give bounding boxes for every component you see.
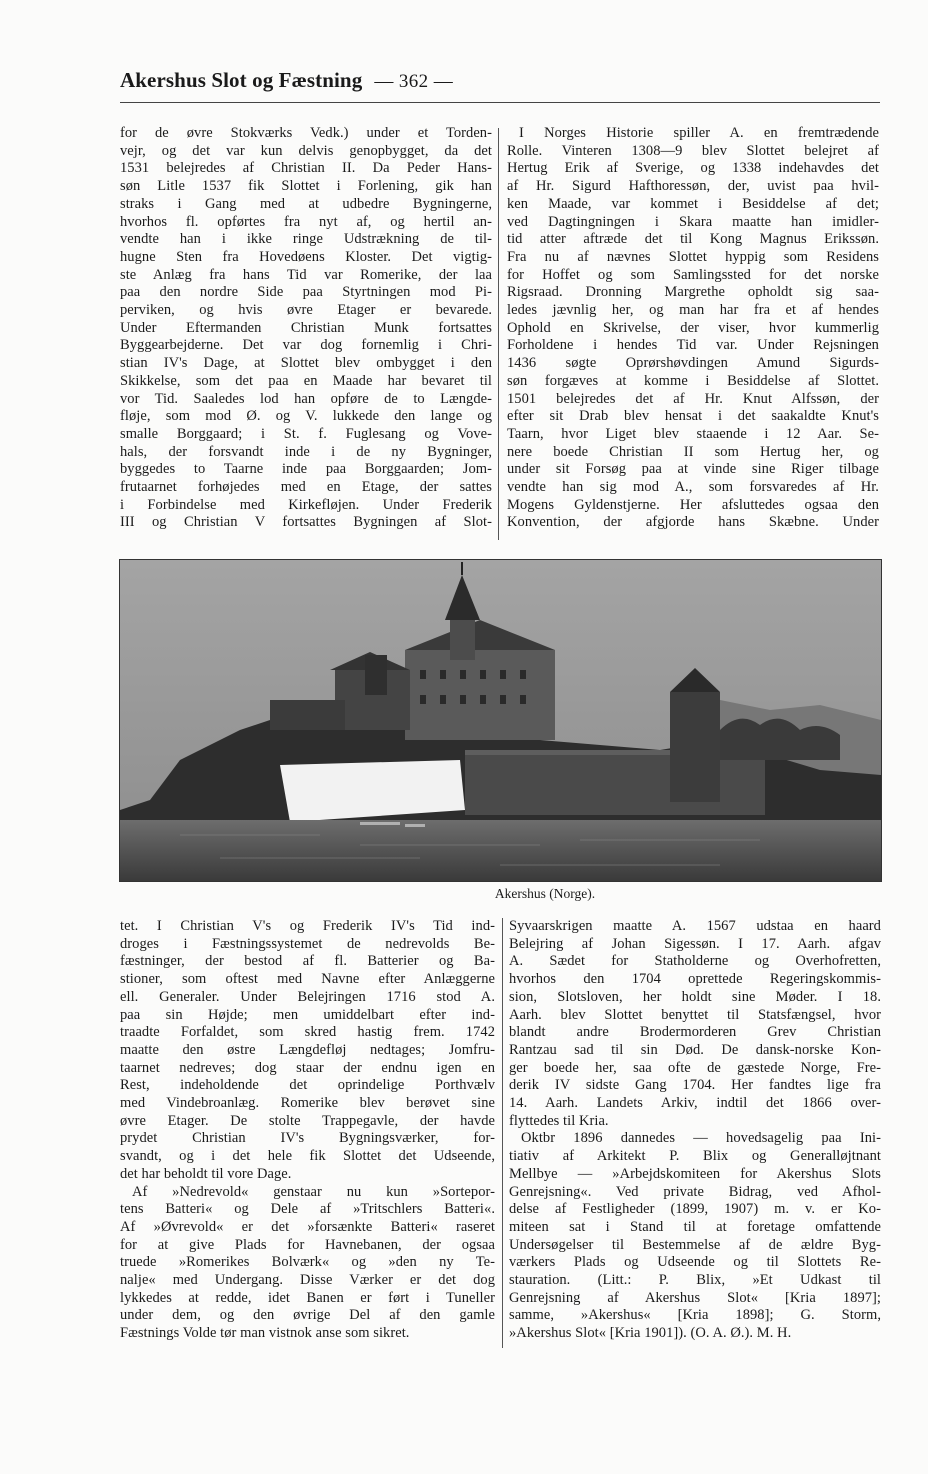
text-line: under dem, og den øvrige Del af den gamle [120, 1307, 495, 1324]
text-line: Rolle. Vinteren 1308—9 blev Slottet belejret af [507, 142, 879, 159]
text-line: 1501 belejredes det af Hr. Knut Alfssøn, der [507, 390, 879, 407]
text-line: med Vindebroanlæg. Romerike blev berøvet sine [120, 1095, 495, 1112]
column-bottom-right [509, 918, 881, 1343]
text-line: søn forgæves at komme i Besiddelse af Slottet. [507, 372, 879, 389]
text-line: Mellbye — »Arbejdskomiteen for Akershus Slots [509, 1165, 881, 1182]
text-line: fæstninger, der bestod af fl. Batterier og Ba- [120, 953, 495, 970]
text-line: tid atter aftræde det til Kong Magnus Erikssøn. [507, 231, 879, 248]
text-line: nalje« med Undergang. Disse Værker er det dog [120, 1272, 495, 1289]
text-line: søn Litle 1537 fik Slottet i Forlening, gik han [120, 178, 492, 195]
text-line: A. Sædet for Statholderne og Overhofretten, [509, 953, 881, 970]
text-line: Mogens Gyldenstjerne. Her afsluttedes ogsaa den [507, 496, 879, 513]
text-line: i Forbindelse med Kirkefløjen. Under Frederik [120, 496, 492, 513]
text-line: Aarh. blev Slottet benyttet til Statsfængsel, hvor [509, 1006, 881, 1023]
text-line: Forholdene i hendes Tid var. Under Rejsningen [507, 337, 879, 354]
text-line: Konvention, der afgjorde hans Skæbne. Under [507, 514, 879, 531]
text-line: tens Batteri« og Dele af »Tritschlers Batteri«. [120, 1201, 495, 1218]
image-caption: Akershus (Norge). [494, 886, 596, 901]
text-line: ved Dagtingningen i Skara maatte han imidler- [507, 213, 879, 230]
column-divider-bottom [502, 918, 503, 1348]
text-line: under sit Forsøg paa at vinde sine Riger tilbage [507, 461, 879, 478]
text-line: for at give Plads for Havnebanen, der ogsaa [120, 1236, 495, 1253]
column-top-right [507, 125, 879, 532]
text-line: samme, »Akershus« [Kria 1898]; G. Storm, [509, 1307, 881, 1324]
text-line: 1531 belejredes af Christian II. Da Peder Hans- [120, 160, 492, 177]
text-line: byggedes to Taarne inde paa Borggaarden; Jom- [120, 461, 492, 478]
text-line: vejr, og det var kun delvis genopbygget, da det [120, 142, 492, 159]
text-line: Rest, indeholdende det oprindelige Porthvælv [120, 1077, 495, 1094]
column-bottom-left [120, 918, 495, 1343]
page-number: — 362 — [374, 71, 454, 92]
text-line: ell. Generaler. Under Belejringen 1716 stod A. [120, 988, 495, 1005]
text-line: stian IV's Dage, at Slottet blev ombygget i den [120, 355, 492, 372]
text-line: I Norges Historie spiller A. en fremtrædende [519, 125, 879, 141]
text-line: droges i Fæstningssystemet de nedrevolds Be- [120, 935, 495, 952]
text-line: smalle Borggaard; i St. f. Fuglesang og Vove- [120, 425, 492, 442]
text-line: sion, Slotsloven, her holdt sine Møder. I 18. [509, 988, 881, 1005]
text-line: derik IV sidste Gang 1704. Her fandtes lige fra [509, 1077, 881, 1094]
text-line: lykkedes at redde, idet Banen er ført i Tuneller [120, 1289, 495, 1306]
akershus-photo [119, 559, 882, 882]
text-line: vendte han sig mod A., som forsvaredes af Hr. [507, 479, 879, 496]
text-line: Genrejsning«. Ved private Bidrag, ved Afhol- [509, 1183, 881, 1200]
text-line: Ophold en Skrivelse, der viser, hvor kummerlig [507, 319, 879, 336]
page-title: Akershus Slot og Fæstning [120, 68, 363, 92]
text-line: Taarn, hvor Liget blev staaende i 12 Aar. Se- [507, 425, 879, 442]
text-line: flyttedes til Kria. [509, 1112, 609, 1129]
text-line: prydet Christian IV's Bygningsværker, for- [120, 1130, 495, 1147]
text-line: delse af Festligheder (1899, 1907) m. v. er Ko- [509, 1201, 881, 1218]
text-line: ger boede her, saa ofte de gæstede Norge, Fre- [509, 1059, 881, 1076]
text-line: fløje, som mod Ø. og V. lukkede den lange og [120, 408, 492, 425]
text-line: ledes jævnlig her, og man har fra et af hendes [507, 302, 879, 319]
column-divider-top [498, 128, 499, 540]
text-line: Hertug Erik af Sverige, og 1338 indehavdes det [507, 160, 879, 177]
text-line: frutaarnet forhøjedes med en Etage, der sattes [120, 479, 492, 496]
running-header [120, 68, 880, 102]
text-line: ken Maade, var kommet i Besiddelse af det; [507, 195, 879, 212]
text-line: traadte Forfaldet, som skred hastig frem. 1742 [120, 1024, 495, 1041]
text-line: af Hr. Sigurd Hafthoressøn, der, uvist paa hvil- [507, 178, 879, 195]
text-line: hvorhos den 1704 oprettede Regeringskommis- [509, 971, 881, 988]
text-line: efter sit Drab blev hensat i det saakaldte Knut's [507, 408, 879, 425]
text-line: for Hoffet og som Samlingssted for det norske [507, 266, 879, 283]
text-line: Af »Nedrevold« genstaar nu kun »Sortepor- [132, 1183, 495, 1200]
text-line: III og Christian V fortsattes Bygningen af Slot- [120, 514, 492, 531]
text-line: vor Tid. Saaledes lod han opføre de to Længde- [120, 390, 492, 407]
text-line: nere boede Christian II som Hertug her, og [507, 443, 879, 460]
text-line: miteen sat i Stand til at foretage omfattende [509, 1218, 881, 1235]
text-line: øvre Etager. De stolte Trappegavle, der havde [120, 1112, 495, 1129]
text-line: værkers Plads og Udseende og til Slottets Re- [509, 1254, 881, 1271]
text-line: truede »Romerikes Bolværk« og »den ny Te- [120, 1254, 495, 1271]
text-line: Af »Øvrevold« er det »forsænkte Batteri« raseret [120, 1218, 495, 1235]
text-line: Fra nu af nævnes Slottet hyppig som Residens [507, 248, 879, 265]
text-line: Syvaarskrigen maatte A. 1567 udstaa en haard [509, 918, 881, 934]
text-line: tet. I Christian V's og Frederik IV's Tid ind- [120, 918, 495, 934]
text-line: blandt andre Brodermorderen Grev Christian [509, 1024, 881, 1041]
text-line: Under Eftermanden Christian Munk fortsattes [120, 319, 492, 336]
text-line: hugne Sten fra Hovedøens Kloster. Det vigtig- [120, 248, 492, 265]
text-line: Oktbr 1896 dannedes — hovedsagelig paa Ini- [521, 1130, 881, 1147]
text-line: Rantzau sad til sin Død. De dansk-norske Kon- [509, 1041, 881, 1058]
text-line: Undersøgelser til Bestemmelse af de ældre Byg- [509, 1236, 881, 1253]
text-line: tiativ af Arkitekt P. Blix og Generalløjtnant [509, 1148, 881, 1165]
text-line: det har beholdt til vore Dage. [120, 1165, 292, 1182]
text-line: Byggearbejderne. Det var dog fornemlig i Chri- [120, 337, 492, 354]
column-top-left [120, 125, 492, 532]
text-line: vendte han i ikke ringe Udstrækning de til- [120, 231, 492, 248]
text-line: paa sin Højde; men umiddelbart efter ind- [120, 1006, 495, 1023]
text-line: ste Anlæg fra hans Tid var Romerike, der laa [120, 266, 492, 283]
text-line: taarnet nedreves; dog staar der endnu igen en [120, 1059, 495, 1076]
text-line: Belejring af Johan Sigessøn. I 17. Aarh. afgav [509, 935, 881, 952]
header-rule [120, 102, 880, 103]
text-line: straks i Gang med at udbedre Bygningerne, [120, 195, 492, 212]
text-line: hvorhos fl. opførtes fra nyt af, og hertil an- [120, 213, 492, 230]
text-line: »Akershus Slot« [Kria 1901]). (O. A. Ø.). M. H. [509, 1325, 792, 1342]
text-line: Skikkelse, som det paa en Maade har bevaret til [120, 372, 492, 389]
text-line: 14. Aarh. Landets Arkiv, indtil det 1866 over- [509, 1095, 881, 1112]
text-line: maatte den østre Længdefløj nedtages; Jomfru- [120, 1041, 495, 1058]
text-line: stauration. (Litt.: P. Blix, »Et Udkast til [509, 1272, 881, 1289]
text-line: svandt, og i det hele fik Slottet det Udseende, [120, 1148, 495, 1165]
text-line: hals, der forsvandt inde i de ny Bygninger, [120, 443, 492, 460]
castle-image [120, 560, 881, 881]
text-line: Rigsraad. Dronning Margrethe opholdt sig saa- [507, 284, 879, 301]
text-line: for de øvre Stokværks Vedk.) under et Torden- [120, 125, 492, 141]
text-line: Genrejsning af Akershus Slot« [Kria 1897]; [509, 1289, 881, 1306]
text-line: Fæstnings Volde tør man vistnok anse som sikret. [120, 1325, 410, 1342]
text-line: perviken, og hvis øvre Etager er bevarede. [120, 302, 492, 319]
text-line: 1436 søgte Oprørshøvdingen Amund Sigurds- [507, 355, 879, 372]
text-line: stioner, som oftest med Navne efter Anlæggerne [120, 971, 495, 988]
text-line: paa den nordre Side paa Styrtningen mod Pi- [120, 284, 492, 301]
